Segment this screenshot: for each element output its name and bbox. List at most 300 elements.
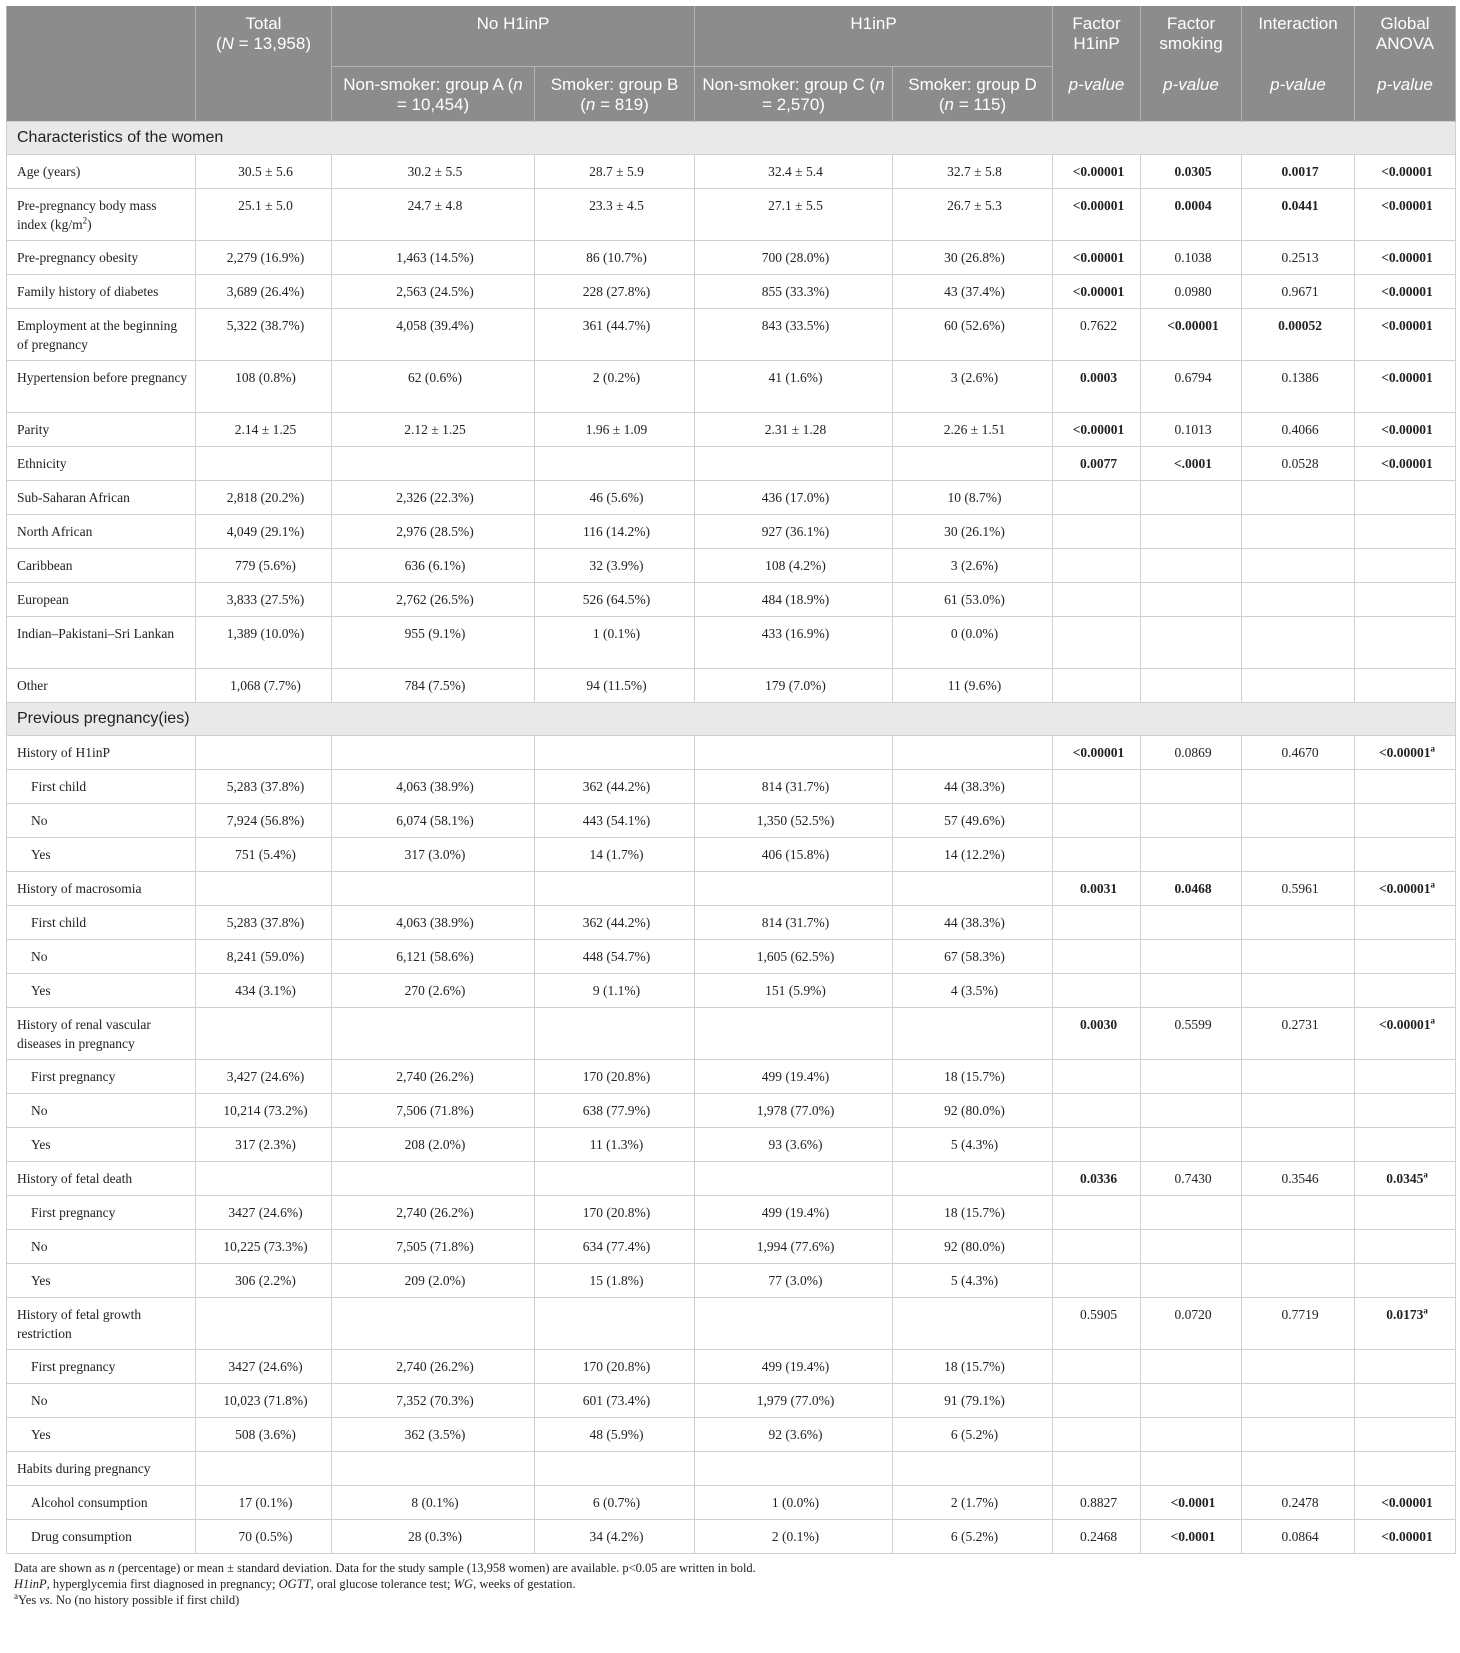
pvalue-cell: 0.2731 (1242, 1008, 1355, 1060)
pvalue-cell (1242, 1230, 1355, 1264)
data-cell: 1,978 (77.0%) (695, 1094, 893, 1128)
data-cell: 4,049 (29.1%) (196, 515, 332, 549)
pvalue-cell (1242, 770, 1355, 804)
data-cell: 43 (37.4%) (893, 275, 1053, 309)
data-cell: 814 (31.7%) (695, 770, 893, 804)
pvalue-cell: 0.0003 (1053, 361, 1141, 413)
pvalue-cell (1053, 1060, 1141, 1094)
pvalue-cell: 0.4670 (1242, 736, 1355, 770)
row-label: First pregnancy (7, 1350, 196, 1384)
data-cell: 7,924 (56.8%) (196, 804, 332, 838)
row-label: Employment at the beginning of pregnancy (7, 309, 196, 361)
data-cell (893, 1162, 1053, 1196)
data-cell: 14 (12.2%) (893, 838, 1053, 872)
pvalue-cell: 0.2468 (1053, 1520, 1141, 1554)
data-cell: 70 (0.5%) (196, 1520, 332, 1554)
data-cell: 170 (20.8%) (535, 1060, 695, 1094)
pvalue-cell (1355, 549, 1456, 583)
pvalue-cell: 0.1038 (1141, 241, 1242, 275)
data-cell: 362 (3.5%) (332, 1418, 535, 1452)
pvalue-cell: <0.00001$^a$ (1355, 1008, 1456, 1060)
pvalue-cell (1355, 617, 1456, 669)
table-row (7, 1196, 1456, 1230)
header-pvalue-h1inp: p-value (1053, 67, 1141, 122)
data-cell: 23.3 ± 4.5 (535, 189, 695, 241)
data-cell: 60 (52.6%) (893, 309, 1053, 361)
table-row (7, 1230, 1456, 1264)
pvalue-cell (1355, 770, 1456, 804)
header-group-a: Non-smoker: group A (n = 10,454) (332, 67, 535, 122)
data-cell: 3 (2.6%) (893, 361, 1053, 413)
data-cell: 9 (1.1%) (535, 974, 695, 1008)
data-cell: 855 (33.3%) (695, 275, 893, 309)
pvalue-cell: 0.00052 (1242, 309, 1355, 361)
table-row (7, 189, 1456, 241)
data-cell: 4,063 (38.9%) (332, 906, 535, 940)
pvalue-cell: <0.00001 (1355, 447, 1456, 481)
pvalue-cell: <0.00001$^a$ (1355, 872, 1456, 906)
data-cell: 8,241 (59.0%) (196, 940, 332, 974)
data-cell: 2.12 ± 1.25 (332, 413, 535, 447)
pvalue-cell (1053, 1418, 1141, 1452)
data-cell: 0 (0.0%) (893, 617, 1053, 669)
row-label: No (7, 1094, 196, 1128)
data-cell: 5,283 (37.8%) (196, 906, 332, 940)
data-cell: 91 (79.1%) (893, 1384, 1053, 1418)
data-cell (695, 872, 893, 906)
pvalue-cell (1242, 617, 1355, 669)
pvalue-cell (1355, 940, 1456, 974)
pvalue-cell (1355, 1452, 1456, 1486)
data-cell (196, 1162, 332, 1196)
pvalue-cell: 0.0864 (1242, 1520, 1355, 1554)
data-cell: 11 (9.6%) (893, 669, 1053, 703)
row-label: No (7, 1230, 196, 1264)
pvalue-cell (1242, 1418, 1355, 1452)
data-cell (893, 872, 1053, 906)
data-cell: 27.1 ± 5.5 (695, 189, 893, 241)
table-row (7, 906, 1456, 940)
row-label: First child (7, 770, 196, 804)
pvalue-cell: 0.0173$^a$ (1355, 1298, 1456, 1350)
row-label: No (7, 1384, 196, 1418)
data-cell: 2 (0.1%) (695, 1520, 893, 1554)
pvalue-cell (1141, 515, 1242, 549)
table-row (7, 515, 1456, 549)
header-factor-smoking: Factor smoking (1141, 6, 1242, 67)
pvalue-cell (1242, 1094, 1355, 1128)
data-cell: 6 (5.2%) (893, 1418, 1053, 1452)
data-cell: 7,505 (71.8%) (332, 1230, 535, 1264)
row-label: History of renal vascular diseases in pregnancy (7, 1008, 196, 1060)
pvalue-cell: <0.00001 (1053, 189, 1141, 241)
data-cell: 61 (53.0%) (893, 583, 1053, 617)
section-title: Previous pregnancy(ies) (7, 703, 1456, 736)
pvalue-cell (1355, 1094, 1456, 1128)
data-cell: 25.1 ± 5.0 (196, 189, 332, 241)
pvalue-cell (1355, 1418, 1456, 1452)
data-cell: 32 (3.9%) (535, 549, 695, 583)
table-row (7, 1298, 1456, 1350)
data-cell: 1 (0.1%) (535, 617, 695, 669)
data-cell: 18 (15.7%) (893, 1060, 1053, 1094)
pvalue-cell (1141, 1350, 1242, 1384)
table-row (7, 736, 1456, 770)
data-cell: 306 (2.2%) (196, 1264, 332, 1298)
row-label: Ethnicity (7, 447, 196, 481)
pvalue-cell (1141, 1128, 1242, 1162)
data-cell: 2,740 (26.2%) (332, 1350, 535, 1384)
data-cell: 2 (1.7%) (893, 1486, 1053, 1520)
pvalue-cell (1242, 1060, 1355, 1094)
row-label: History of fetal death (7, 1162, 196, 1196)
data-cell: 2 (0.2%) (535, 361, 695, 413)
data-cell: 2,762 (26.5%) (332, 583, 535, 617)
pvalue-cell: <0.00001 (1355, 1520, 1456, 1554)
pvalue-cell (1242, 669, 1355, 703)
data-cell (695, 1008, 893, 1060)
pvalue-cell (1141, 1094, 1242, 1128)
data-cell: 317 (2.3%) (196, 1128, 332, 1162)
data-cell: 30 (26.8%) (893, 241, 1053, 275)
pvalue-cell: <0.00001 (1141, 309, 1242, 361)
data-cell (196, 1008, 332, 1060)
pvalue-cell (1141, 1060, 1242, 1094)
table-row (7, 974, 1456, 1008)
data-cell: 6,121 (58.6%) (332, 940, 535, 974)
data-cell: 434 (3.1%) (196, 974, 332, 1008)
pvalue-cell (1242, 549, 1355, 583)
header-global-anova: Global ANOVA (1355, 6, 1456, 67)
row-label: Yes (7, 1418, 196, 1452)
pvalue-cell: 0.0528 (1242, 447, 1355, 481)
table-row (7, 804, 1456, 838)
row-label: First pregnancy (7, 1060, 196, 1094)
data-cell: 601 (73.4%) (535, 1384, 695, 1418)
pvalue-cell (1141, 617, 1242, 669)
data-cell: 228 (27.8%) (535, 275, 695, 309)
pvalue-cell (1242, 1384, 1355, 1418)
data-cell: 2.14 ± 1.25 (196, 413, 332, 447)
row-label: Habits during pregnancy (7, 1452, 196, 1486)
data-cell: 170 (20.8%) (535, 1350, 695, 1384)
data-cell: 10,214 (73.2%) (196, 1094, 332, 1128)
table-row (7, 549, 1456, 583)
pvalue-cell (1141, 1196, 1242, 1230)
data-cell: 30 (26.1%) (893, 515, 1053, 549)
table-row (7, 617, 1456, 669)
data-cell (332, 447, 535, 481)
data-cell: 1,994 (77.6%) (695, 1230, 893, 1264)
data-cell: 499 (19.4%) (695, 1350, 893, 1384)
pvalue-cell: <0.00001 (1355, 361, 1456, 413)
data-cell (535, 1162, 695, 1196)
data-cell (535, 1008, 695, 1060)
pvalue-cell: <0.00001 (1355, 413, 1456, 447)
pvalue-cell (1141, 906, 1242, 940)
data-cell: 86 (10.7%) (535, 241, 695, 275)
data-cell: 92 (80.0%) (893, 1230, 1053, 1264)
pvalue-cell: <0.00001 (1355, 275, 1456, 309)
table-row (7, 1128, 1456, 1162)
pvalue-cell (1242, 804, 1355, 838)
pvalue-cell: 0.1386 (1242, 361, 1355, 413)
data-cell: 1,463 (14.5%) (332, 241, 535, 275)
data-cell (196, 1298, 332, 1350)
data-cell: 2,818 (20.2%) (196, 481, 332, 515)
pvalue-cell: 0.0869 (1141, 736, 1242, 770)
data-cell: 508 (3.6%) (196, 1418, 332, 1452)
data-cell: 436 (17.0%) (695, 481, 893, 515)
data-cell: 779 (5.6%) (196, 549, 332, 583)
data-cell: 5 (4.3%) (893, 1128, 1053, 1162)
pvalue-cell: 0.0030 (1053, 1008, 1141, 1060)
row-label: Pre-pregnancy obesity (7, 241, 196, 275)
data-cell: 67 (58.3%) (893, 940, 1053, 974)
pvalue-cell (1053, 1094, 1141, 1128)
data-cell (535, 1298, 695, 1350)
pvalue-cell: <0.00001 (1053, 155, 1141, 189)
row-label: Other (7, 669, 196, 703)
pvalue-cell (1141, 669, 1242, 703)
data-cell (535, 736, 695, 770)
pvalue-cell: 0.0336 (1053, 1162, 1141, 1196)
header-group-no-h1inp: No H1inP (332, 6, 695, 67)
data-cell: 638 (77.9%) (535, 1094, 695, 1128)
pvalue-cell (1242, 1452, 1355, 1486)
data-cell: 5 (4.3%) (893, 1264, 1053, 1298)
data-cell: 955 (9.1%) (332, 617, 535, 669)
pvalue-cell: 0.0468 (1141, 872, 1242, 906)
pvalue-cell: 0.0720 (1141, 1298, 1242, 1350)
table-body (7, 122, 1456, 1554)
data-cell: 1,350 (52.5%) (695, 804, 893, 838)
data-cell: 3427 (24.6%) (196, 1350, 332, 1384)
data-cell: 209 (2.0%) (332, 1264, 535, 1298)
data-cell: 34 (4.2%) (535, 1520, 695, 1554)
data-cell: 3 (2.6%) (893, 549, 1053, 583)
data-cell: 443 (54.1%) (535, 804, 695, 838)
table-row (7, 1452, 1456, 1486)
row-label: Yes (7, 1264, 196, 1298)
pvalue-cell: 0.5961 (1242, 872, 1355, 906)
row-label: Yes (7, 1128, 196, 1162)
data-cell: 2,326 (22.3%) (332, 481, 535, 515)
data-cell: 406 (15.8%) (695, 838, 893, 872)
row-label: Age (years) (7, 155, 196, 189)
data-cell: 7,506 (71.8%) (332, 1094, 535, 1128)
footnote-line-1: Data are shown as n (percentage) or mean ± standard deviation. Data for the study sample (13,958 women) are available. p<0.05 are written in bold. (14, 1561, 756, 1575)
pvalue-cell (1053, 617, 1141, 669)
data-cell: 41 (1.6%) (695, 361, 893, 413)
data-cell: 170 (20.8%) (535, 1196, 695, 1230)
pvalue-cell (1053, 1196, 1141, 1230)
data-cell: 11 (1.3%) (535, 1128, 695, 1162)
table-row (7, 309, 1456, 361)
pvalue-cell (1242, 583, 1355, 617)
pvalue-cell (1355, 515, 1456, 549)
table-header (7, 6, 1456, 122)
header-group-c: Non-smoker: group C (n = 2,570) (695, 67, 893, 122)
pvalue-cell (1053, 515, 1141, 549)
data-cell: 4,063 (38.9%) (332, 770, 535, 804)
pvalue-cell: 0.0345$^a$ (1355, 1162, 1456, 1196)
row-label: Parity (7, 413, 196, 447)
row-label: Pre-pregnancy body mass index $(kg/m^2)$ (7, 189, 196, 241)
pvalue-cell: <0.00001 (1053, 241, 1141, 275)
pvalue-cell (1141, 940, 1242, 974)
header-group-d: Smoker: group D (n = 115) (893, 67, 1053, 122)
pvalue-cell: 0.1013 (1141, 413, 1242, 447)
data-cell: 10 (8.7%) (893, 481, 1053, 515)
data-cell (332, 1298, 535, 1350)
data-cell (196, 872, 332, 906)
data-cell (196, 736, 332, 770)
pvalue-cell (1141, 1452, 1242, 1486)
data-cell: 814 (31.7%) (695, 906, 893, 940)
table-row (7, 1162, 1456, 1196)
pvalue-cell: 0.7622 (1053, 309, 1141, 361)
pvalue-cell (1141, 481, 1242, 515)
data-cell: 2,279 (16.9%) (196, 241, 332, 275)
data-cell: 44 (38.3%) (893, 906, 1053, 940)
row-label: Yes (7, 974, 196, 1008)
pvalue-cell: <0.00001 (1053, 275, 1141, 309)
table-row (7, 447, 1456, 481)
table-row (7, 1350, 1456, 1384)
table-row (7, 1264, 1456, 1298)
data-cell: 92 (3.6%) (695, 1418, 893, 1452)
data-cell: 108 (0.8%) (196, 361, 332, 413)
data-cell: 28.7 ± 5.9 (535, 155, 695, 189)
data-cell: 15 (1.8%) (535, 1264, 695, 1298)
pvalue-cell (1053, 481, 1141, 515)
data-cell: 57 (49.6%) (893, 804, 1053, 838)
row-label: Hypertension before pregnancy (7, 361, 196, 413)
table-row (7, 1486, 1456, 1520)
pvalue-cell (1141, 838, 1242, 872)
table-row (7, 583, 1456, 617)
data-cell (695, 1298, 893, 1350)
row-label: Alcohol consumption (7, 1486, 196, 1520)
data-cell: 6 (5.2%) (893, 1520, 1053, 1554)
pvalue-cell (1242, 906, 1355, 940)
pvalue-cell: <.0001 (1141, 447, 1242, 481)
pvalue-cell (1141, 1418, 1242, 1452)
pvalue-cell: 0.3546 (1242, 1162, 1355, 1196)
table-row (7, 872, 1456, 906)
pvalue-cell (1141, 583, 1242, 617)
data-cell: 433 (16.9%) (695, 617, 893, 669)
data-cell: 2,976 (28.5%) (332, 515, 535, 549)
data-cell: 1,389 (10.0%) (196, 617, 332, 669)
pvalue-cell: 0.0441 (1242, 189, 1355, 241)
pvalue-cell (1355, 481, 1456, 515)
data-cell (196, 447, 332, 481)
data-cell: 30.5 ± 5.6 (196, 155, 332, 189)
row-label: Sub-Saharan African (7, 481, 196, 515)
data-cell: 10,225 (73.3%) (196, 1230, 332, 1264)
table-row (7, 770, 1456, 804)
pvalue-cell (1053, 1384, 1141, 1418)
header-group-b: Smoker: group B (n = 819) (535, 67, 695, 122)
pvalue-cell (1355, 804, 1456, 838)
header-pvalue-interaction: p-value (1242, 67, 1355, 122)
pvalue-cell (1053, 549, 1141, 583)
pvalue-cell (1053, 669, 1141, 703)
pvalue-cell: <0.0001 (1141, 1486, 1242, 1520)
data-cell: 3,833 (27.5%) (196, 583, 332, 617)
pvalue-cell (1355, 1230, 1456, 1264)
pvalue-cell (1053, 1264, 1141, 1298)
table-row (7, 1060, 1456, 1094)
header-pvalue-smoking: p-value (1141, 67, 1242, 122)
data-cell: 3427 (24.6%) (196, 1196, 332, 1230)
data-cell: 1 (0.0%) (695, 1486, 893, 1520)
header-interaction: Interaction (1242, 6, 1355, 67)
pvalue-cell (1355, 1350, 1456, 1384)
data-cell: 362 (44.2%) (535, 770, 695, 804)
pvalue-cell: <0.00001 (1355, 241, 1456, 275)
pvalue-cell: 0.0017 (1242, 155, 1355, 189)
table-row (7, 361, 1456, 413)
pvalue-cell (1242, 481, 1355, 515)
section-row (7, 703, 1456, 736)
data-cell (332, 1452, 535, 1486)
pvalue-cell (1355, 1196, 1456, 1230)
table-row (7, 1384, 1456, 1418)
data-cell: 7,352 (70.3%) (332, 1384, 535, 1418)
pvalue-cell: <0.00001 (1355, 309, 1456, 361)
pvalue-cell (1242, 1350, 1355, 1384)
table-row (7, 1418, 1456, 1452)
data-cell (332, 1008, 535, 1060)
data-cell (332, 872, 535, 906)
pvalue-cell: <0.00001 (1355, 1486, 1456, 1520)
pvalue-cell: 0.5599 (1141, 1008, 1242, 1060)
pvalue-cell (1355, 1264, 1456, 1298)
data-cell (332, 1162, 535, 1196)
pvalue-cell: 0.9671 (1242, 275, 1355, 309)
data-cell: 32.7 ± 5.8 (893, 155, 1053, 189)
row-label: North African (7, 515, 196, 549)
table-row (7, 1008, 1456, 1060)
data-cell: 317 (3.0%) (332, 838, 535, 872)
pvalue-cell: 0.0004 (1141, 189, 1242, 241)
pvalue-cell: <0.00001 (1355, 155, 1456, 189)
data-cell (893, 447, 1053, 481)
pvalue-cell (1242, 838, 1355, 872)
pvalue-cell (1355, 669, 1456, 703)
data-cell: 14 (1.7%) (535, 838, 695, 872)
table-row (7, 241, 1456, 275)
row-label: Drug consumption (7, 1520, 196, 1554)
data-cell (535, 872, 695, 906)
table-container (6, 6, 1455, 1608)
table-row (7, 669, 1456, 703)
data-cell (893, 1298, 1053, 1350)
data-cell (695, 736, 893, 770)
header-factor-h1inp: Factor H1inP (1053, 6, 1141, 67)
pvalue-cell: 0.7719 (1242, 1298, 1355, 1350)
row-label: History of fetal growth restriction (7, 1298, 196, 1350)
data-cell: 448 (54.7%) (535, 940, 695, 974)
data-cell: 499 (19.4%) (695, 1196, 893, 1230)
row-label: European (7, 583, 196, 617)
data-cell (893, 1452, 1053, 1486)
data-cell: 1,979 (77.0%) (695, 1384, 893, 1418)
data-cell: 28 (0.3%) (332, 1520, 535, 1554)
